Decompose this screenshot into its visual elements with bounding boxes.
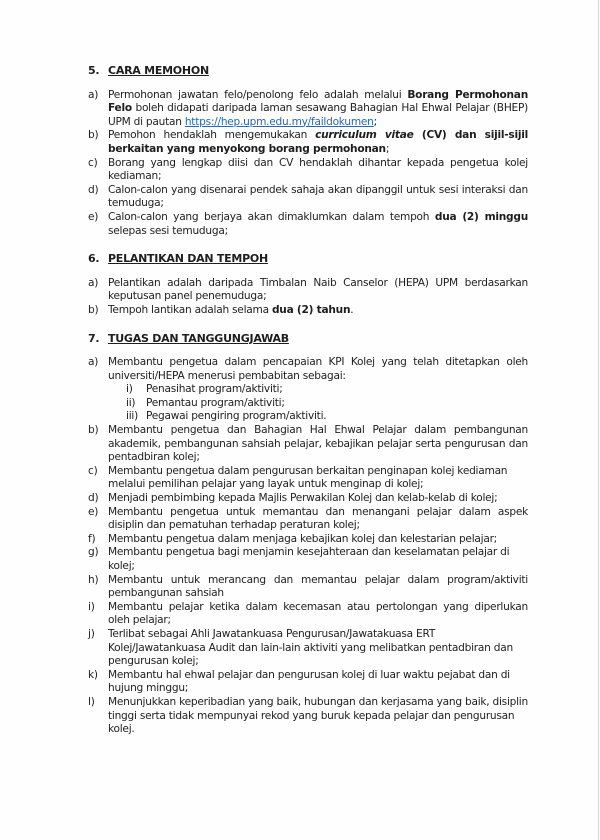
item-text: Menunjukkan keperibadian yang baik, hubungan dan kerjasama yang baik, disiplin tinggi serta tidak mempunyai rekod yang buruk kepada pelajar dan pengurusan kolej. (108, 695, 528, 736)
item-label: e) (88, 505, 99, 518)
item-text: Calon-calon yang berjaya akan dimaklumkan dalam tempoh dua (2) minggu selepas sesi temuduga; (108, 210, 528, 237)
item-label: h) (88, 573, 99, 586)
item-text: Calon-calon yang disenarai pendek sahaja akan dipanggil untuk sesi interaksi dan temuduga; (108, 183, 528, 210)
item-text: Permohonan jawatan felo/penolong felo adalah melalui Borang Permohonan Felo boleh didapati daripada laman sesawang Bahagian Hal Ehwal Pelajar (BHEP) UPM di pautan https://hep.upm.edu.my/faildokumen; (108, 88, 528, 128)
section-heading (88, 64, 528, 78)
list-item (88, 533, 528, 547)
item-text: Membantu pengetua untuk memantau dan menangani pelajar dalam aspek disiplin dan pematuhan terhadap peraturan kolej; (108, 505, 528, 532)
list-item (88, 129, 528, 156)
item-label: e) (88, 210, 99, 223)
list-item (88, 628, 528, 669)
page-edge (598, 0, 599, 840)
list-item (88, 601, 528, 628)
list-item (88, 574, 528, 601)
item-text: Membantu pengetua dalam pencapaian KPI Kolej yang telah ditetapkan oleh universiti/HEPA menerusi pembabitan sebagai: i) Penasihat program/aktiviti; ii) Pemantau program/aktiviti; iii) Pegawai pengiring program/aktiviti. (108, 356, 528, 423)
item-text: Membantu pengetua dalam pengurusan berkaitan penginapan kolej kediaman melalui pemilihan pelajar yang layak untuk menginap di kolej; (108, 464, 508, 491)
section-tugas-dan-tanggungjawab (88, 332, 528, 737)
faildokumen-link[interactable]: https://hep.upm.edu.my/faildokumen (184, 115, 374, 128)
item-label: a) (88, 88, 99, 101)
list (88, 356, 528, 737)
list-item (88, 356, 528, 424)
list-item (88, 211, 528, 238)
item-label: a) (88, 356, 99, 369)
item-label: c) (88, 464, 98, 477)
item-text: Terlibat sebagai Ahli Jawatankuasa Pengurusan/Jawatakuasa ERT Kolej/Jawatankuasa Audit dan lain-lain aktiviti yang melibatkan pentadbiran dan pengurusan kolej; (108, 627, 513, 668)
section-title: CARA MEMOHON (108, 64, 209, 77)
item-text: Menjadi pembimbing kepada Majlis Perwakilan Kolej dan kelab-kelab di kolej; (108, 492, 498, 505)
list-item (88, 465, 528, 492)
sub-list (108, 383, 528, 424)
list-item (88, 669, 528, 696)
item-label: a) (88, 276, 99, 289)
list-item (88, 424, 528, 465)
section-number: 5. (88, 64, 100, 77)
item-text: Membantu pengetua dan Bahagian Hal Ehwal Pelajar dalam pembangunan akademik, pembangunan sahsiah pelajar, kebajikan pelajar serta pengurusan dan pentadbiran kolej; (108, 424, 528, 464)
list-item (88, 546, 528, 573)
item-text: Membantu pelajar ketika dalam kecemasan atau pertolongan yang diperlukan oleh pelajar; (108, 600, 528, 627)
list-item (88, 157, 528, 184)
item-label: d) (88, 183, 99, 196)
list-item (88, 184, 528, 211)
item-label: l) (88, 695, 95, 708)
section-heading (88, 332, 528, 346)
item-text: Membantu hal ehwal pelajar dan pengurusan kolej di luar waktu pejabat dan di hujung minggu; (108, 668, 510, 695)
list-item (88, 89, 528, 130)
section-pelantikan-dan-tempoh (88, 252, 528, 317)
list-item (88, 696, 528, 737)
document-page (88, 64, 528, 751)
item-text: Pelantikan adalah daripada Timbalan Naib Canselor (HEPA) UPM berdasarkan keputusan panel penemuduga; (108, 276, 528, 303)
item-label: c) (88, 156, 98, 169)
section-title: TUGAS DAN TANGGUNGJAWAB (108, 331, 289, 345)
item-text: Membantu pengetua bagi menjamin kesejahteraan dan keselamatan pelajar di kolej; (108, 546, 510, 572)
list-item (88, 277, 528, 304)
item-label: j) (88, 627, 95, 640)
item-text: Membantu pengetua dalam menjaga kebajikan kolej dan kelestarian pelajar; (108, 532, 497, 545)
item-label: g) (88, 546, 99, 559)
item-label: k) (88, 668, 98, 681)
item-label: i) (88, 600, 95, 613)
list (88, 277, 528, 318)
item-label: d) (88, 492, 99, 505)
list (88, 89, 528, 239)
item-text: Pemohon hendaklah mengemukakan curriculum vitae (CV) dan sijil-sijil berkaitan yang menyokong borang permohonan; (108, 129, 528, 155)
sub-list-item: ii) Pemantau program/aktiviti; (126, 396, 285, 409)
list-item (88, 506, 528, 533)
section-title: PELANTIKAN DAN TEMPOH (108, 252, 268, 266)
sub-list-item: iii) Pegawai pengiring program/aktiviti. (126, 410, 327, 423)
item-label: b) (88, 424, 99, 437)
section-number: 7. (88, 331, 100, 345)
sub-list-item: i) Penasihat program/aktiviti; (126, 383, 283, 396)
section-number: 6. (88, 252, 100, 266)
item-text: Borang yang lengkap diisi dan CV hendaklah dihantar kepada pengetua kolej kediaman; (108, 156, 528, 183)
item-label: f) (88, 532, 96, 545)
item-label: b) (88, 303, 99, 316)
item-text: Tempoh lantikan adalah selama dua (2) tahun. (108, 303, 354, 316)
list-item (88, 492, 528, 506)
item-label: b) (88, 129, 99, 142)
section-heading (88, 252, 528, 266)
item-text: Membantu untuk merancang dan memantau pelajar dalam program/aktiviti pembangunan sahsiah (108, 573, 528, 600)
section-cara-memohon (88, 64, 528, 238)
list-item (88, 304, 528, 318)
